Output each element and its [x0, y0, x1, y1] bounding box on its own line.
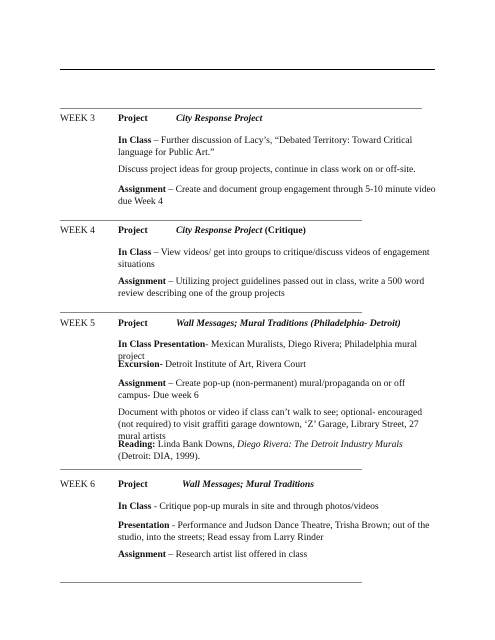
divider: [60, 582, 362, 583]
project-title: Wall Messages; Mural Traditions (Philadelphia- Detroit): [176, 318, 401, 329]
agenda-item: Excursion- Detroit Institute of Art, Rivera Court: [118, 359, 306, 370]
project-label: Project: [118, 318, 148, 329]
agenda-item: Assignment – Research artist list offered in class: [118, 549, 308, 560]
project-title: City Response Project: [176, 113, 263, 124]
project-title: Wall Messages; Mural Traditions: [182, 479, 314, 490]
project-label: Project: [118, 479, 148, 490]
week-label: WEEK 5: [60, 318, 95, 329]
agenda-item: In Class – View videos/ get into groups to critique/discuss videos of engagement situations: [118, 247, 430, 270]
agenda-item: In Class – Further discussion of Lacy’s, “Debated Territory: Toward Critical language for Public Art.”: [118, 135, 413, 158]
agenda-item: Assignment – Create and document group engagement through 5-10 minute video due Week 4: [118, 184, 436, 207]
agenda-item: Assignment – Create pop-up (non-permanent) mural/propaganda on or off campus- Due week 6: [118, 378, 406, 401]
agenda-item: Discuss project ideas for group projects, continue in class work on or off-site.: [118, 164, 416, 175]
project-label: Project: [118, 225, 148, 236]
agenda-item: Presentation - Performance and Judson Dance Theatre, Trisha Brown; out of the studio, into the streets; Read essay from Larry Rinder: [118, 520, 430, 543]
agenda-item: Document with photos or video if class can’t walk to see; optional- encouraged (not required) to visit graffiti garage downtown, ‘Z’ Garage, Library Street, 27 mural artists: [118, 407, 423, 442]
agenda-item: In Class - Critique pop-up murals in site and through photos/videos: [118, 501, 379, 512]
divider: [60, 469, 362, 470]
project-label: Project: [118, 113, 148, 124]
agenda-item: Reading: Linda Bank Downs, Diego Rivera: The Detroit Industry Murals (Detroit: DIA, 1999).: [118, 439, 403, 462]
week-label: WEEK 3: [60, 113, 95, 124]
divider: [60, 312, 362, 313]
agenda-item: Assignment – Utilizing project guidelines passed out in class, write a 500 word review describing one of the group projects: [118, 276, 425, 299]
week-label: WEEK 4: [60, 225, 95, 236]
header-rule: [60, 69, 435, 70]
agenda-item: In Class Presentation- Mexican Muralists, Diego Rivera; Philadelphia mural project: [118, 339, 418, 362]
divider: [60, 108, 422, 109]
week-label: WEEK 6: [60, 479, 95, 490]
divider: [60, 220, 362, 221]
project-title: City Response Project (Critique): [176, 225, 306, 236]
